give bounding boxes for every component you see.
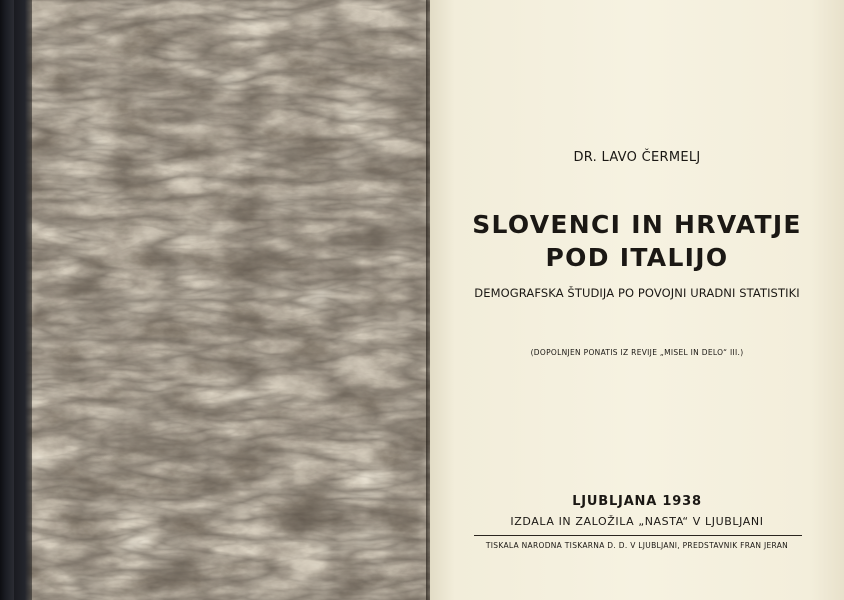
author-name: DR. LAVO ČERMELJ [573,150,701,165]
title-page [430,0,844,600]
book-title-line-2: POD ITALIJO [545,243,729,272]
book-title-line-1: SLOVENCI IN HRVATJE [472,210,802,239]
book-spine [0,0,14,600]
book-subtitle: DEMOGRAFSKA ŠTUDIJA PO POVOJNI URADNI STATISTIKI [474,286,800,300]
divider-rule [474,535,802,536]
printer-line: TISKALA NARODNA TISKARNA D. D. V LJUBLJANI, PREDSTAVNIK FRAN JERAN [485,541,789,550]
reprint-note: (DOPOLNJEN PONATIS IZ REVIJE „MISEL IN DELO“ III.) [530,348,744,357]
place-and-year: LJUBLJANA 1938 [572,494,702,509]
spine-edge [14,0,32,600]
publisher-line: IZDALA IN ZALOŽILA „NASTA“ V LJUBLJANI [510,515,764,528]
